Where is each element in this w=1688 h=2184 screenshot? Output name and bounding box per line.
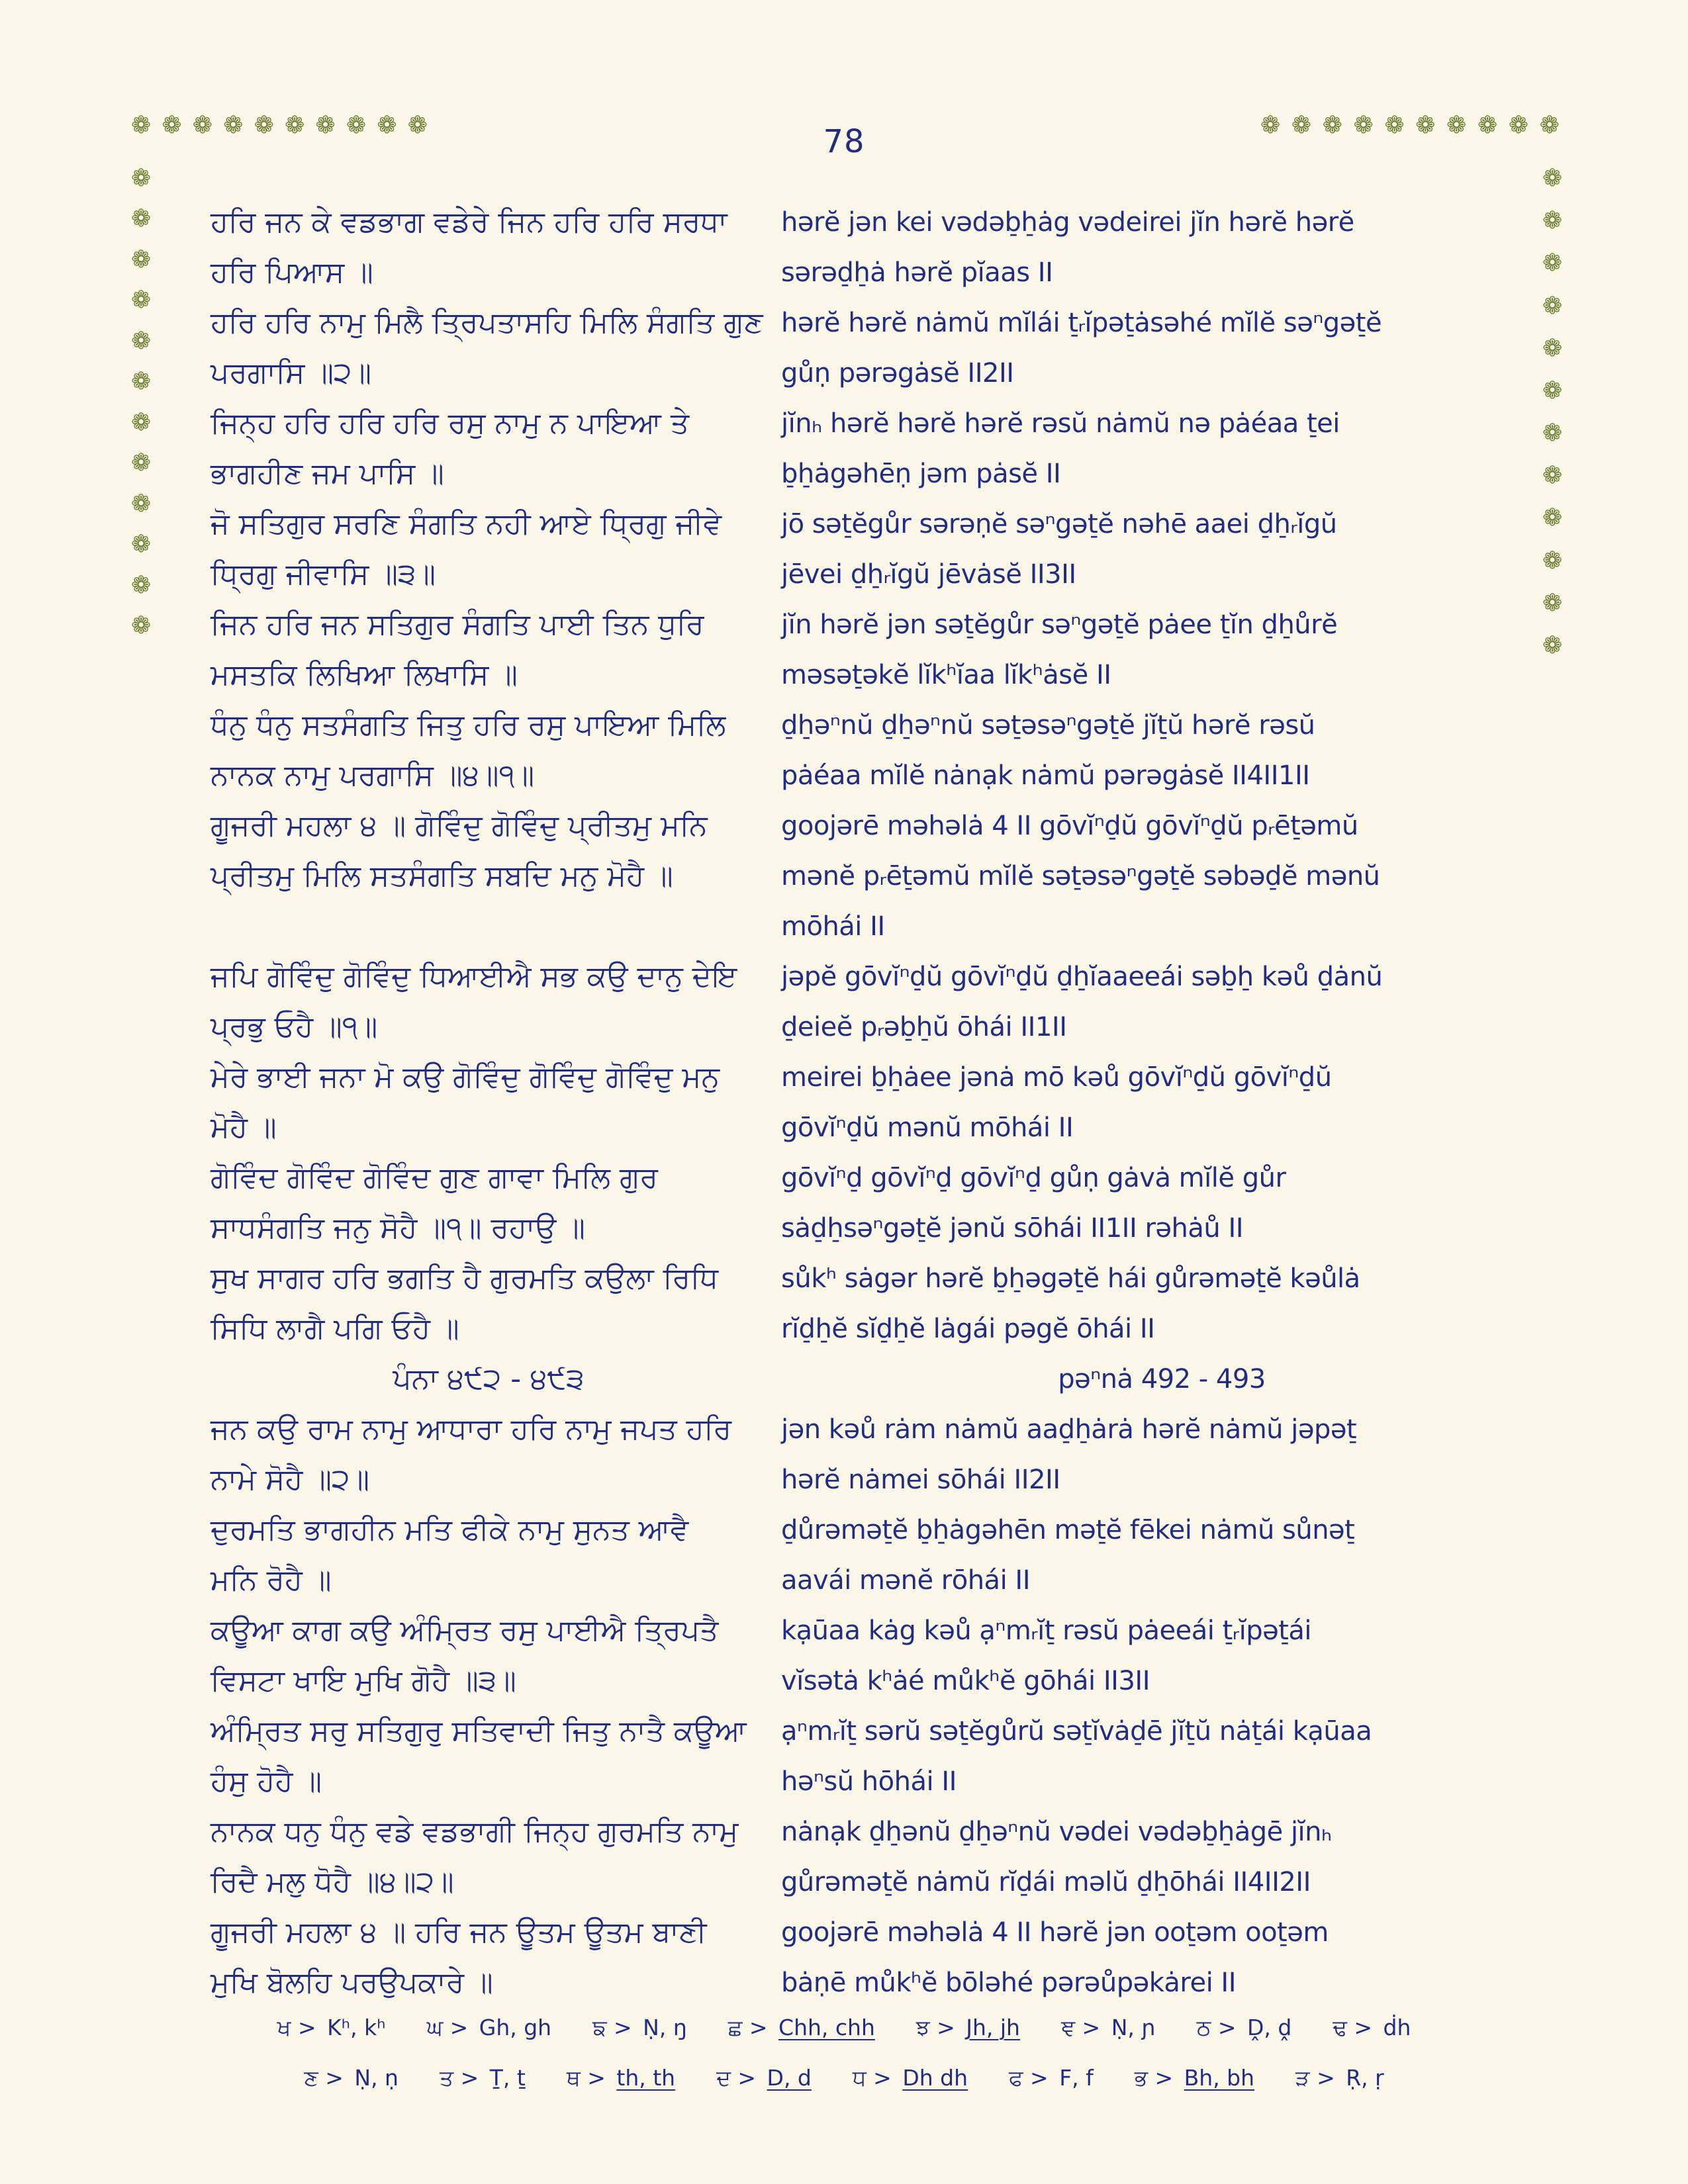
- gurmukhi-line: ਹੰਸੁ ਹੋਹੈ ॥: [211, 1764, 322, 1798]
- text-row: [0, 901, 1688, 952]
- gurmukhi-line: ਅੰਮ੍ਰਿਤ ਸਰੁ ਸਤਿਗੁਰੁ ਸਤਿਵਾਦੀ ਜਿਤੁ ਨਾਤੈ ਕਊਆ: [211, 1714, 747, 1748]
- text-row: [0, 248, 1688, 298]
- text-row: [0, 1555, 1688, 1606]
- transliteration-line: d̠eieĕ pᵣəb̠h̠ŭ ōhái II1II: [781, 1012, 1067, 1042]
- legend-gurmukhi-letter: ਠ >: [1196, 2015, 1243, 2040]
- flower-icon: ❁: [1353, 112, 1374, 139]
- transliteration-line: gůṇ pərəgȧsĕ II2II: [781, 358, 1014, 388]
- flower-icon: ❁: [346, 112, 367, 139]
- legend-entry: [916, 2015, 1020, 2041]
- flower-icon: ❁: [131, 408, 152, 436]
- gurmukhi-line: ਗੂਜਰੀ ਮਹਲਾ ੪ ॥ ਹਰਿ ਜਨ ਊਤਮ ਊਤਮ ਬਾਣੀ: [211, 1915, 707, 1949]
- legend-entry: [716, 2065, 812, 2091]
- flower-icon: ❁: [192, 112, 213, 139]
- legend-latin-value: Ḓ, ḓ: [1246, 2015, 1292, 2040]
- flower-icon: ❁: [377, 112, 397, 139]
- flower-icon: ❁: [1477, 112, 1498, 139]
- gurmukhi-line: ਭਾਗਹੀਣ ਜਮ ਪਾਸਿ ॥: [211, 457, 444, 490]
- gurmukhi-line: ਸੁਖ ਸਾਗਰ ਹਰਿ ਭਗਤਿ ਹੈ ਗੁਰਮਤਿ ਕਉਲਾ ਰਿਧਿ: [211, 1261, 718, 1295]
- gurmukhi-line: ਜੋ ਸਤਿਗੁਰ ਸਰਣਿ ਸੰਗਤਿ ਨਹੀ ਆਏ ਧ੍ਰਿਗੁ ਜੀਵੇ: [211, 507, 722, 541]
- transliteration-legend-row-1: [0, 2015, 1688, 2041]
- flower-border-top-left: [131, 114, 428, 138]
- gurmukhi-line: ਗੋਵਿੰਦ ਗੋਵਿੰਦ ਗੋਵਿੰਦ ਗੁਣ ਗਾਵਾ ਮਿਲਿ ਗੁਰ: [211, 1161, 658, 1195]
- text-row: [0, 1354, 1688, 1404]
- legend-latin-value: Dh dh: [902, 2065, 968, 2091]
- flower-icon: ❁: [131, 205, 152, 233]
- legend-gurmukhi-letter: ਫ >: [1009, 2065, 1056, 2091]
- legend-entry: [440, 2065, 526, 2091]
- gurmukhi-line: ਹਰਿ ਜਨ ਕੇ ਵਡਭਾਗ ਵਡੇਰੇ ਜਿਨ ਹਰਿ ਹਰਿ ਸਰਧਾ: [211, 205, 727, 239]
- legend-entry: [728, 2015, 875, 2041]
- gurmukhi-line: ਸਾਧਸੰਗਤਿ ਜਨੁ ਸੋਹੈ ॥੧॥ ਰਹਾਉ ॥: [211, 1211, 585, 1245]
- legend-entry: [1197, 2015, 1292, 2041]
- flower-icon: ❁: [1542, 631, 1563, 659]
- legend-gurmukhi-letter: ਝ >: [915, 2015, 962, 2040]
- legend-entry: [1333, 2015, 1411, 2041]
- text-row: [0, 801, 1688, 851]
- text-row: [0, 1505, 1688, 1555]
- scripture-text-rows: [0, 197, 1688, 2008]
- gurmukhi-line: ਸਿਧਿ ਲਾਗੈ ਪਗਿ ਓਹੈ ॥: [211, 1312, 459, 1345]
- flower-icon: ❁: [1542, 292, 1563, 320]
- transliteration-line: jəpĕ gōvĭⁿd̠ŭ gōvĭⁿd̠ŭ d̠h̠ĭaaeeái səb̠h̠ kəů d̠ȧnŭ: [781, 962, 1383, 992]
- text-row: [0, 700, 1688, 751]
- flower-icon: ❁: [1542, 589, 1563, 617]
- legend-latin-value: Jh, jh: [966, 2015, 1020, 2040]
- gurmukhi-line: ਜਿਨ੍ਹ ਹਰਿ ਹਰਿ ਹਰਿ ਰਸੁ ਨਾਮੁ ਨ ਪਾਇਆ ਤੇ: [211, 406, 690, 440]
- gurmukhi-line: ਨਾਨਕ ਨਾਮੁ ਪਰਗਾਸਿ ॥੪॥੧॥: [211, 758, 535, 792]
- gurmukhi-line: ਮੋਹੈ ॥: [211, 1111, 277, 1144]
- flower-icon: ❁: [162, 112, 182, 139]
- flower-border-top-right: [1260, 114, 1560, 138]
- text-row: [0, 197, 1688, 248]
- flower-icon: ❁: [131, 287, 152, 314]
- legend-gurmukhi-letter: ਖ >: [277, 2015, 324, 2040]
- text-row: [0, 851, 1688, 901]
- transliteration-line: aavái mənĕ rōhái II: [781, 1565, 1030, 1596]
- transliteration-line: vĭsətȧ kʰȧé můkʰĕ gōhái II3II: [781, 1666, 1150, 1696]
- transliteration-line: jən kəů rȧm nȧmŭ aad̠h̠ȧrȧ hərĕ nȧmŭ jəpət̠: [781, 1414, 1357, 1445]
- flower-icon: ❁: [1542, 250, 1563, 277]
- transliteration-line: hərĕ jən kei vədəb̠h̠ȧg vədeirei jĭn hərĕ hərĕ: [781, 207, 1354, 238]
- legend-entry: [567, 2065, 675, 2091]
- text-row: [0, 1857, 1688, 1907]
- legend-latin-value: Ṇ, ṇ: [354, 2065, 399, 2091]
- flower-icon: ❁: [131, 490, 152, 518]
- flower-icon: ❁: [1542, 547, 1563, 574]
- gurmukhi-line: ਮਸਤਕਿ ਲਿਖਿਆ ਲਿਖਾਸਿ ॥: [211, 658, 518, 692]
- legend-gurmukhi-letter: ਧ >: [852, 2065, 899, 2091]
- legend-gurmukhi-letter: ਣ >: [304, 2065, 351, 2091]
- transliteration-line: b̠h̠ȧgəhēṇ jəm pȧsĕ II: [781, 459, 1061, 489]
- legend-gurmukhi-letter: ੜ >: [1295, 2065, 1342, 2091]
- flower-icon: ❁: [1415, 112, 1436, 139]
- text-row: [0, 1807, 1688, 1857]
- gurmukhi-line: ਜਨ ਕਉ ਰਾਮ ਨਾਮੁ ਆਧਾਰਾ ਹਰਿ ਨਾਮੁ ਜਪਤ ਹਰਿ: [211, 1412, 732, 1446]
- legend-entry: [592, 2015, 687, 2041]
- transliteration-line: məsət̠əkĕ lĭkʰĭaa lĭkʰȧsĕ II: [781, 660, 1111, 690]
- legend-entry: [1295, 2065, 1384, 2091]
- transliteration-line: nȧnạk d̠h̠ənŭ d̠h̠əⁿnŭ vədei vədəb̠h̠ȧgē jĭnₕ: [781, 1817, 1332, 1847]
- transliteration-line: jĭnₕ hərĕ hərĕ hərĕ rəsŭ nȧmŭ nə pȧéaa t̠ei: [781, 408, 1340, 439]
- gurmukhi-line: ਦੁਰਮਤਿ ਭਾਗਹੀਨ ਮਤਿ ਫੀਕੇ ਨਾਮੁ ਸੁਨਤ ਆਵੈ: [211, 1513, 689, 1547]
- gurmukhi-line: ਨਾਮੇ ਸੋਹੈ ॥੨॥: [211, 1463, 370, 1496]
- transliteration-line: ạⁿmᵣĭt̠ sərŭ sət̠ĕgůrŭ sət̠ĭvȧd̠ē jĭt̠ŭ nȧt̠ái kạūaa: [781, 1716, 1372, 1747]
- flower-icon: ❁: [315, 112, 336, 139]
- text-row: [0, 1002, 1688, 1052]
- legend-latin-value: F, f: [1059, 2065, 1094, 2091]
- text-row: [0, 952, 1688, 1002]
- gurmukhi-line: ਮੁਖਿ ਬੋਲਹਿ ਪਰਉਪਕਾਰੇ ॥: [211, 1966, 493, 1999]
- gurmukhi-line: ਧੰਨੁ ਧੰਨੁ ਸਤਸੰਗਤਿ ਜਿਤੁ ਹਰਿ ਰਸੁ ਪਾਇਆ ਮਿਲਿ: [211, 708, 726, 742]
- legend-entry: [427, 2015, 552, 2041]
- flower-icon: ❁: [407, 112, 428, 139]
- gurmukhi-line: ਨਾਨਕ ਧਨੁ ਧੰਨੁ ਵਡੇ ਵਡਭਾਗੀ ਜਿਨ੍ਹ ਗੁਰਮਤਿ ਨਾਮੁ: [211, 1815, 739, 1848]
- flower-icon: ❁: [1542, 334, 1563, 362]
- gurmukhi-line: ਵਿਸਟਾ ਖਾਇ ਮੁਖਿ ਗੋਹੈ ॥੩॥: [211, 1664, 516, 1698]
- legend-latin-value: Bh, bh: [1184, 2065, 1255, 2091]
- flower-icon: ❁: [1446, 112, 1467, 139]
- flower-icon: ❁: [131, 368, 152, 396]
- transliteration-line: gōvĭⁿd̠ gōvĭⁿd̠ gōvĭⁿd̠ gůṇ gȧvȧ mĭlĕ gůr: [781, 1163, 1286, 1193]
- legend-entry: [277, 2015, 386, 2041]
- gurmukhi-line: ਗੂਜਰੀ ਮਹਲਾ ੪ ॥ ਗੋਵਿੰਦੁ ਗੋਵਿੰਦੁ ਪ੍ਰੀਤਮੁ ਮਨਿ: [211, 809, 708, 842]
- text-row: [0, 600, 1688, 650]
- flower-icon: ❁: [131, 612, 152, 639]
- transliteration-line: gůrəmət̠ĕ nȧmŭ rĭd̠ái məlŭ d̠h̠ōhái II4II2II: [781, 1867, 1311, 1897]
- transliteration-line: d̠ůrəmət̠ĕ b̠h̠ȧgəhēn mət̠ĕ fēkei nȧmŭ sůnət̠: [781, 1515, 1355, 1545]
- legend-latin-value: Ṯ, ṯ: [489, 2065, 526, 2091]
- gurmukhi-line: ਪਰਗਾਸਿ ॥੨॥: [211, 356, 372, 390]
- flower-icon: ❁: [254, 112, 274, 139]
- legend-latin-value: ḋh: [1383, 2015, 1411, 2040]
- transliteration-line: rĭd̠h̠ĕ sĭd̠h̠ĕ lȧgái pəgĕ ōhái II: [781, 1314, 1155, 1344]
- legend-gurmukhi-letter: ਥ >: [566, 2065, 613, 2091]
- legend-gurmukhi-letter: ਢ >: [1333, 2015, 1380, 2040]
- transliteration-line: hərĕ hərĕ nȧmŭ mĭlái t̠ᵣĭpət̠ȧsəhé mĭlĕ səⁿgət̠ĕ: [781, 308, 1382, 338]
- legend-entry: [853, 2065, 968, 2091]
- legend-latin-value: D, d: [767, 2065, 812, 2091]
- legend-latin-value: Ṇ, ŋ: [643, 2015, 687, 2040]
- flower-icon: ❁: [131, 165, 152, 192]
- flower-icon: ❁: [131, 571, 152, 599]
- flower-icon: ❁: [131, 327, 152, 355]
- text-row: [0, 650, 1688, 700]
- flower-icon: ❁: [1322, 112, 1342, 139]
- text-row: [0, 1656, 1688, 1706]
- transliteration-line: pȧéaa mĭlĕ nȧnạk nȧmŭ pərəgȧsĕ II4II1II: [781, 760, 1310, 791]
- legend-latin-value: Ṛ, ṛ: [1346, 2065, 1384, 2091]
- gurmukhi-line: ਪ੍ਰੀਤਮੁ ਮਿਲਿ ਸਤਸੰਗਤਿ ਸਬਦਿ ਮਨੁ ਮੋਹੈ ॥: [211, 859, 673, 893]
- legend-gurmukhi-letter: ਞ >: [1060, 2015, 1107, 2040]
- flower-icon: ❁: [131, 246, 152, 273]
- text-row: [0, 1455, 1688, 1505]
- text-row: [0, 1052, 1688, 1103]
- legend-gurmukhi-letter: ਛ >: [727, 2015, 775, 2040]
- flower-icon: ❁: [223, 112, 244, 139]
- text-row: [0, 1103, 1688, 1153]
- transliteration-line: mōhái II: [781, 911, 885, 942]
- text-row: [0, 1203, 1688, 1253]
- gurmukhi-line: [211, 901, 767, 952]
- legend-gurmukhi-letter: ਙ >: [592, 2015, 639, 2040]
- text-row: [0, 449, 1688, 499]
- gurmukhi-line: ਪੰਨਾ ੪੯੨ - ੪੯੩: [393, 1362, 585, 1396]
- legend-latin-value: Kʰ, kʰ: [327, 2015, 386, 2040]
- text-row: [0, 751, 1688, 801]
- transliteration-line: jēvei d̠h̠ᵣĭgŭ jēvȧsĕ II3II: [781, 559, 1076, 590]
- transliteration-line: hərĕ nȧmei sōhái II2II: [781, 1465, 1060, 1495]
- transliteration-line: sərəd̠h̠ȧ hərĕ pĭaas II: [781, 257, 1053, 288]
- flower-icon: ❁: [1542, 420, 1563, 447]
- transliteration-line: goojərē məhəlȧ 4 II gōvĭⁿd̠ŭ gōvĭⁿd̠ŭ pᵣēt̠əmŭ: [781, 811, 1358, 841]
- legend-entry: [1009, 2065, 1094, 2091]
- text-row: [0, 1907, 1688, 1958]
- legend-gurmukhi-letter: ਦ >: [716, 2065, 763, 2091]
- gurmukhi-line: ਕਊਆ ਕਾਗ ਕਉ ਅੰਮ੍ਰਿਤ ਰਸੁ ਪਾਈਐ ਤ੍ਰਿਪਤੈ: [211, 1614, 719, 1647]
- legend-gurmukhi-letter: ਘ >: [426, 2015, 475, 2040]
- text-row: [0, 1958, 1688, 2008]
- transliteration-line: kạūaa kȧg kəů ạⁿmᵣĭt̠ rəsŭ pȧeeái t̠ᵣĭpət̠ái: [781, 1615, 1312, 1646]
- page-number: 78: [823, 123, 865, 160]
- transliteration-line: goojərē məhəlȧ 4 II hərĕ jən oot̠əm oot̠əm: [781, 1917, 1329, 1948]
- text-row: [0, 499, 1688, 549]
- transliteration-legend-row-2: [0, 2065, 1688, 2091]
- text-row: [0, 549, 1688, 600]
- text-row: [0, 398, 1688, 449]
- transliteration-line: sȧd̠h̠səⁿgət̠ĕ jənŭ sōhái II1II rəhȧů II: [781, 1213, 1244, 1244]
- transliteration-line: meirei b̠h̠ȧee jənȧ mō kəů gōvĭⁿd̠ŭ gōvĭⁿd̠ŭ: [781, 1062, 1332, 1093]
- text-row: [0, 1153, 1688, 1203]
- flower-icon: ❁: [1508, 112, 1529, 139]
- legend-gurmukhi-letter: ਤ >: [439, 2065, 486, 2091]
- transliteration-line: mənĕ pᵣēt̠əmŭ mĭlĕ sət̠əsəⁿgət̠ĕ səbəd̠ĕ mənŭ: [781, 861, 1380, 891]
- gurmukhi-line: ਜਪਿ ਗੋਵਿੰਦੁ ਗੋਵਿੰਦੁ ਧਿਆਈਐ ਸਭ ਕਉ ਦਾਨੁ ਦੇਇ: [211, 960, 737, 993]
- flower-icon: ❁: [285, 112, 305, 139]
- flower-icon: ❁: [131, 531, 152, 559]
- gurmukhi-line: ਜਿਨ ਹਰਿ ਜਨ ਸਤਿਗੁਰ ਸੰਗਤਿ ਪਾਈ ਤਿਨ ਧੁਰਿ: [211, 608, 704, 641]
- legend-entry: [304, 2065, 399, 2091]
- text-row: [0, 1706, 1688, 1756]
- gurmukhi-line: ਧ੍ਰਿਗੁ ਜੀਵਾਸਿ ॥੩॥: [211, 557, 436, 591]
- flower-icon: ❁: [1542, 504, 1563, 532]
- transliteration-line: pəⁿnȧ 492 - 493: [1058, 1364, 1266, 1394]
- flower-icon: ❁: [1542, 165, 1563, 192]
- transliteration-line: jĭn hərĕ jən sət̠ĕgůr səⁿgət̠ĕ pȧee t̠ĭn d̠h̠ůrĕ: [781, 610, 1338, 640]
- legend-latin-value: Gh, gh: [479, 2015, 552, 2040]
- gurmukhi-line: ਹਰਿ ਹਰਿ ਨਾਮੁ ਮਿਲੈ ਤ੍ਰਿਪਤਾਸਹਿ ਮਿਲਿ ਸੰਗਤਿ ਗੁਣ: [211, 306, 763, 340]
- text-row: [0, 1304, 1688, 1354]
- flower-icon: ❁: [1291, 112, 1312, 139]
- flower-icon: ❁: [131, 449, 152, 477]
- flower-icon: ❁: [1384, 112, 1405, 139]
- transliteration-line: sůkʰ sȧgər hərĕ b̠h̠əgət̠ĕ hái gůrəmət̠ĕ kəůlȧ: [781, 1263, 1360, 1294]
- legend-gurmukhi-letter: ਭ >: [1134, 2065, 1180, 2091]
- legend-latin-value: th, th: [616, 2065, 676, 2091]
- text-row: [0, 1253, 1688, 1304]
- legend-entry: [1061, 2015, 1156, 2041]
- text-row: [0, 1404, 1688, 1455]
- legend-latin-value: Chh, chh: [778, 2015, 875, 2040]
- flower-icon: ❁: [1542, 462, 1563, 490]
- flower-icon: ❁: [1539, 112, 1560, 139]
- legend-latin-value: Ṇ, ɲ: [1111, 2015, 1156, 2040]
- gurmukhi-line: ਹਰਿ ਪਿਆਸ ॥: [211, 255, 373, 289]
- transliteration-line: jō sət̠ĕgůr sərəṇĕ səⁿgət̠ĕ nəhē aaei d̠h̠ᵣĭgŭ: [781, 509, 1337, 539]
- text-row: [0, 1606, 1688, 1656]
- transliteration-line: gōvĭⁿd̠ŭ mənŭ mōhái II: [781, 1113, 1074, 1143]
- transliteration-line: həⁿsŭ hōhái II: [781, 1766, 957, 1797]
- flower-icon: ❁: [1542, 207, 1563, 235]
- gurmukhi-line: ਮਨਿ ਰੋਹੈ ॥: [211, 1563, 332, 1597]
- flower-icon: ❁: [1260, 112, 1281, 139]
- transliteration-line: bȧṇē můkʰĕ bōləhé pərəůpəkȧrei II: [781, 1968, 1236, 1998]
- legend-entry: [1135, 2065, 1254, 2091]
- gurmukhi-line: ਰਿਦੈ ਮਲੁ ਧੋਹੈ ॥੪॥੨॥: [211, 1865, 454, 1899]
- text-row: [0, 298, 1688, 348]
- gurmukhi-line: ਪ੍ਰਭੁ ਓਹੈ ॥੧॥: [211, 1010, 378, 1044]
- flower-icon: ❁: [131, 112, 152, 139]
- gurmukhi-line: ਮੇਰੇ ਭਾਈ ਜਨਾ ਮੋ ਕਉ ਗੋਵਿੰਦੁ ਗੋਵਿੰਦੁ ਗੋਵਿੰਦੁ ਮਨੁ: [211, 1060, 720, 1094]
- flower-icon: ❁: [1542, 377, 1563, 404]
- transliteration-line: d̠h̠əⁿnŭ d̠h̠əⁿnŭ sət̠əsəⁿgət̠ĕ jĭt̠ŭ hərĕ rəsŭ: [781, 710, 1315, 741]
- text-row: [0, 1756, 1688, 1807]
- text-row: [0, 348, 1688, 398]
